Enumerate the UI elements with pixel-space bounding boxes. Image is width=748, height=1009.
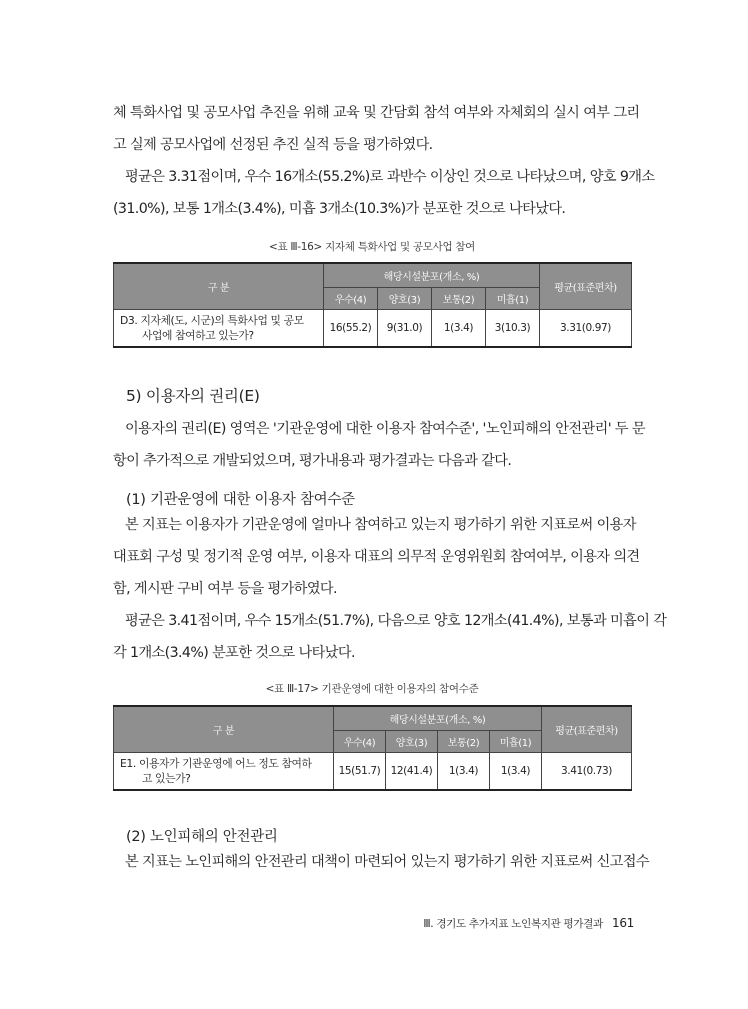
intro-line-2: 고 실제 공모사업에 선정된 추진 실적 등을 평가하였다.: [113, 137, 433, 153]
section-5-line-2: 항이 추가적으로 개발되었으며, 평가내용과 평가결과는 다음과 같다.: [113, 453, 512, 469]
section-5-heading: 5) 이용자의 권리(E): [126, 387, 260, 405]
table-16-value-good: 9(31.0): [378, 309, 432, 347]
table-16-col-poor: 미흡(1): [486, 287, 540, 309]
table-17-caption: <표 Ⅲ-17> 기관운영에 대한 이용자의 참여수준: [265, 683, 479, 695]
table-16-value-excellent: 16(55.2): [324, 309, 378, 347]
table-16-item: [114, 309, 324, 347]
subsection-2-line-1: 본 지표는 노인피해의 안전관리 대책이 마련되어 있는지 평가하기 위한 지표로써 신고접수: [125, 854, 649, 870]
table-16-item-line-1: D3. 지자체(도, 시군)의 특화사업 및 공모: [120, 313, 304, 327]
table-16-header-average: 평균(표준편차): [540, 263, 632, 309]
table-17-item: [114, 752, 334, 790]
page-number: 161: [611, 916, 634, 930]
table-16-header-gubun: 구 분: [114, 263, 324, 309]
table-17-header-average: 평균(표준편차): [542, 706, 632, 752]
table-16-col-excellent: 우수(4): [324, 287, 378, 309]
subsection-1-line-2: 대표회 구성 및 정기적 운영 여부, 이용자 대표의 의무적 운영위원회 참여여부, 이용자 의견: [113, 549, 640, 565]
table-17-value-average: 1(3.4): [438, 752, 490, 790]
subsection-2-paragraph: [113, 846, 649, 878]
table-17-value-good: 12(41.4): [386, 752, 438, 790]
table-row: [114, 309, 632, 347]
table-17-col-excellent: 우수(4): [334, 730, 386, 752]
subsection-1-line-4: 평균은 3.41점이며, 우수 15개소(51.7%), 다음으로 양호 12개소(41.4%), 보통과 미흡이 각: [125, 613, 667, 629]
table-16-col-good: 양호(3): [378, 287, 432, 309]
table-16: [113, 262, 632, 348]
subsection-1-line-5: 각 1개소(3.4%) 분포한 것으로 나타났다.: [113, 645, 355, 661]
intro-paragraph: [113, 97, 655, 225]
table-17-item-line-2: 고 있는가?: [142, 771, 191, 785]
table-17-header-distribution: 해당시설분포(개소, %): [334, 706, 542, 730]
table-17-mean: 3.41(0.73): [542, 752, 632, 790]
table-17-item-line-1: E1. 이용자가 기관운영에 어느 정도 참여하: [120, 756, 312, 770]
subsection-2-heading: (2) 노인피해의 안전관리: [126, 829, 278, 845]
page-footer: [423, 916, 634, 931]
table-17-value-excellent: 15(51.7): [334, 752, 386, 790]
table-16-value-poor: 3(10.3): [486, 309, 540, 347]
table-17-header-gubun: 구 분: [114, 706, 334, 752]
section-5-line-1: 이용자의 권리(E) 영역은 '기관운영에 대한 이용자 참여수준', '노인피해의 안전관리' 두 문: [125, 421, 646, 437]
footer-chapter-title: Ⅲ. 경기도 추가지표 노인복지관 평가결과: [423, 918, 603, 930]
table-16-item-line-2: 사업에 참여하고 있는가?: [142, 328, 254, 342]
intro-line-3: 평균은 3.31점이며, 우수 16개소(55.2%)로 과반수 이상인 것으로 나타났으며, 양호 9개소: [125, 169, 655, 185]
table-16-caption: <표 Ⅲ-16> 지자체 특화사업 및 공모사업 참여: [268, 241, 476, 253]
subsection-1-line-3: 함, 게시판 구비 여부 등을 평가하였다.: [113, 581, 337, 597]
table-16-value-average: 1(3.4): [432, 309, 486, 347]
subsection-1-line-1: 본 지표는 이용자가 기관운영에 얼마나 참여하고 있는지 평가하기 위한 지표로써 이용자: [125, 517, 636, 533]
table-16-mean: 3.31(0.97): [540, 309, 632, 347]
subsection-1-heading: (1) 기관운영에 대한 이용자 참여수준: [126, 492, 355, 508]
table-17: [113, 705, 632, 791]
subsection-1-paragraph: [113, 509, 667, 669]
table-row: [114, 752, 632, 790]
section-5-paragraph: [113, 413, 646, 477]
intro-line-4: (31.0%), 보통 1개소(3.4%), 미흡 3개소(10.3%)가 분포한 것으로 나타났다.: [113, 201, 566, 217]
table-17-col-poor: 미흡(1): [490, 730, 542, 752]
table-17-col-average: 보통(2): [438, 730, 490, 752]
table-17-value-poor: 1(3.4): [490, 752, 542, 790]
intro-line-1: 체 특화사업 및 공모사업 추진을 위해 교육 및 간담회 참석 여부와 자체회의 실시 여부 그리: [113, 105, 640, 121]
table-16-header-distribution: 해당시설분포(개소, %): [324, 263, 540, 287]
table-17-col-good: 양호(3): [386, 730, 438, 752]
table-16-col-average: 보통(2): [432, 287, 486, 309]
